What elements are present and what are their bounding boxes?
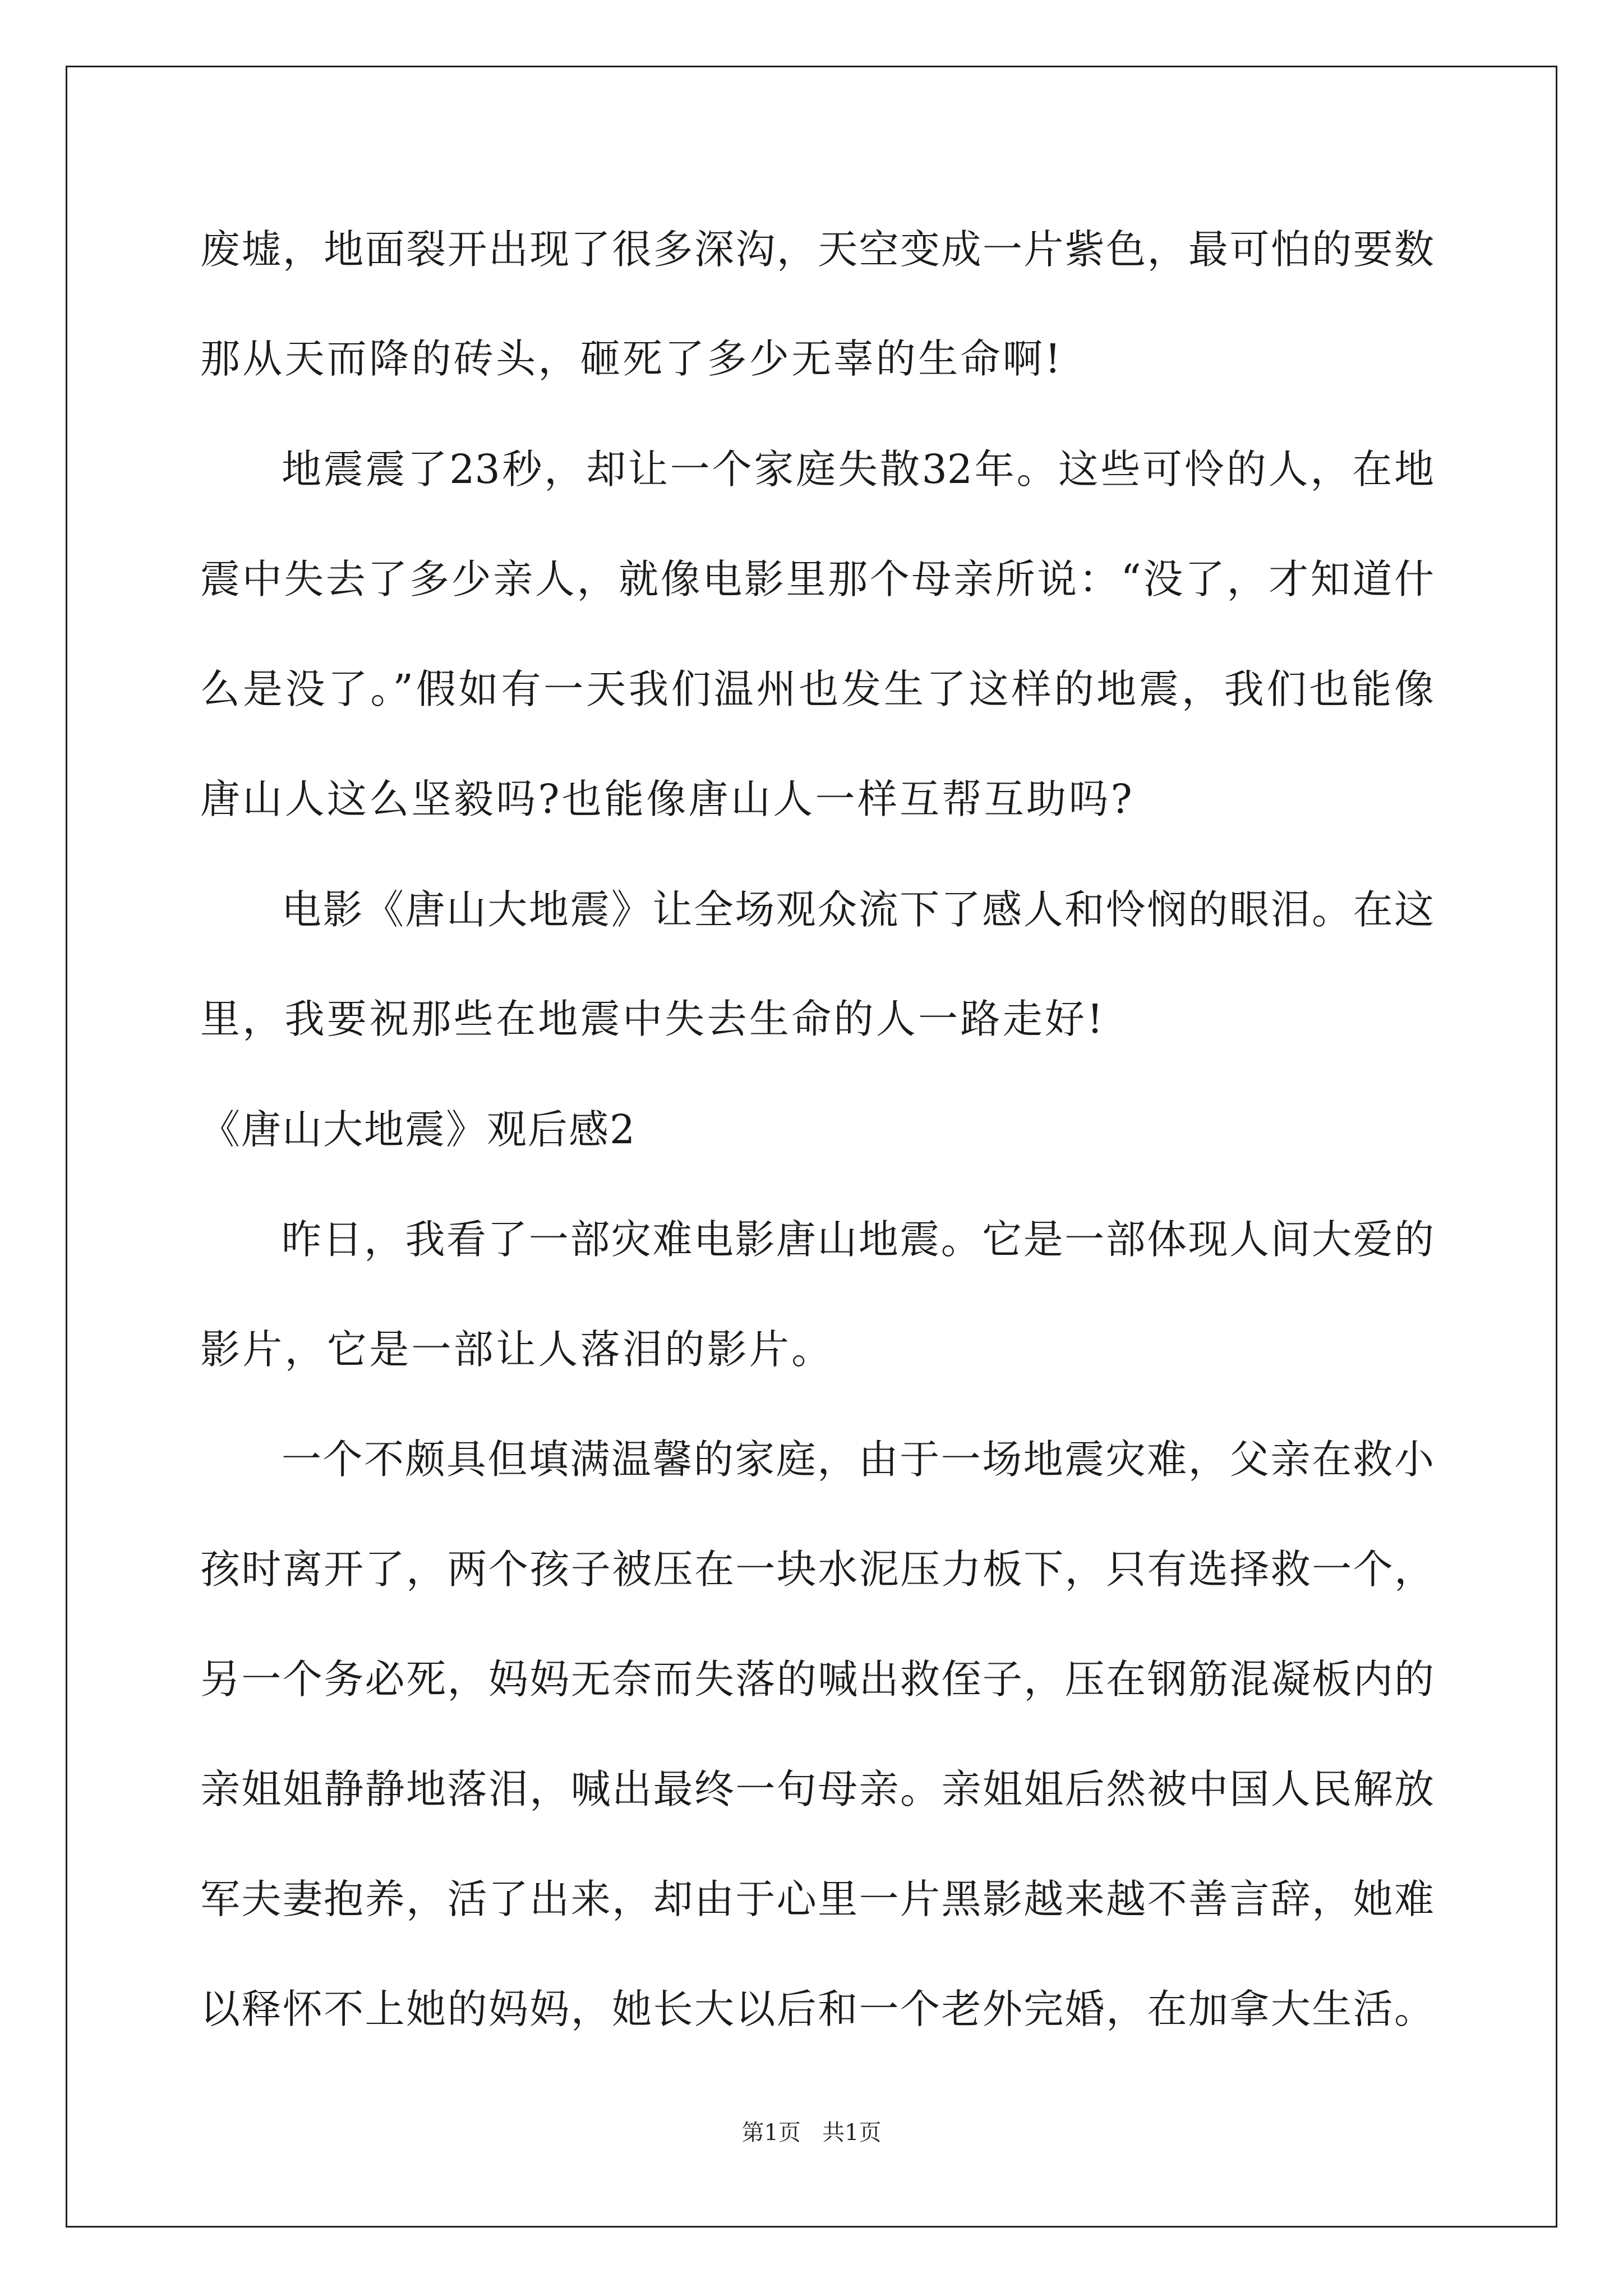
text-line: 另一个务必死，妈妈无奈而失落的喊出救侄子，压在钢筋混凝板内的 — [200, 1656, 1434, 1703]
text-line: 地震震了23秒，却让一个家庭失散32年。这些可怜的人，在地 — [282, 446, 1434, 493]
text-line: 里，我要祝那些在地震中失去生命的人一路走好! — [200, 996, 1106, 1042]
text-line: 一个不颇具但填满温馨的家庭，由于一场地震灾难，父亲在救小 — [282, 1436, 1434, 1483]
text-line: 亲姐姐静静地落泪，喊出最终一句母亲。亲姐姐后然被中国人民解放 — [200, 1766, 1434, 1812]
text-line: 震中失去了多少亲人，就像电影里那个母亲所说：“没了，才知道什 — [200, 556, 1434, 602]
text-line: 那从天而降的砖头，砸死了多少无辜的生命啊! — [200, 335, 1063, 382]
text-line: 昨日，我看了一部灾难电影唐山地震。它是一部体现人间大爱的 — [282, 1216, 1434, 1263]
text-line: 孩时离开了，两个孩子被压在一块水泥压力板下，只有选择救一个， — [200, 1546, 1434, 1593]
section-heading: 《唐山大地震》观后感2 — [200, 1106, 637, 1153]
text-line: 电影《唐山大地震》让全场观众流下了感人和怜悯的眼泪。在这 — [282, 886, 1434, 933]
text-line: 废墟，地面裂开出现了很多深沟，天空变成一片紫色，最可怕的要数 — [200, 226, 1434, 273]
page-footer: 第1页 共1页 — [741, 2120, 882, 2146]
text-line: 么是没了。”假如有一天我们温州也发生了这样的地震，我们也能像 — [200, 666, 1434, 712]
text-line: 军夫妻抱养，活了出来，却由于心里一片黑影越来越不善言辞，她难 — [200, 1876, 1434, 1922]
text-line: 以释怀不上她的妈妈，她长大以后和一个老外完婚，在加拿大生活。 — [200, 1986, 1434, 2032]
text-line: 唐山人这么坚毅吗?也能像唐山人一样互帮互助吗? — [200, 776, 1135, 822]
text-line: 影片，它是一部让人落泪的影片。 — [200, 1326, 834, 1373]
